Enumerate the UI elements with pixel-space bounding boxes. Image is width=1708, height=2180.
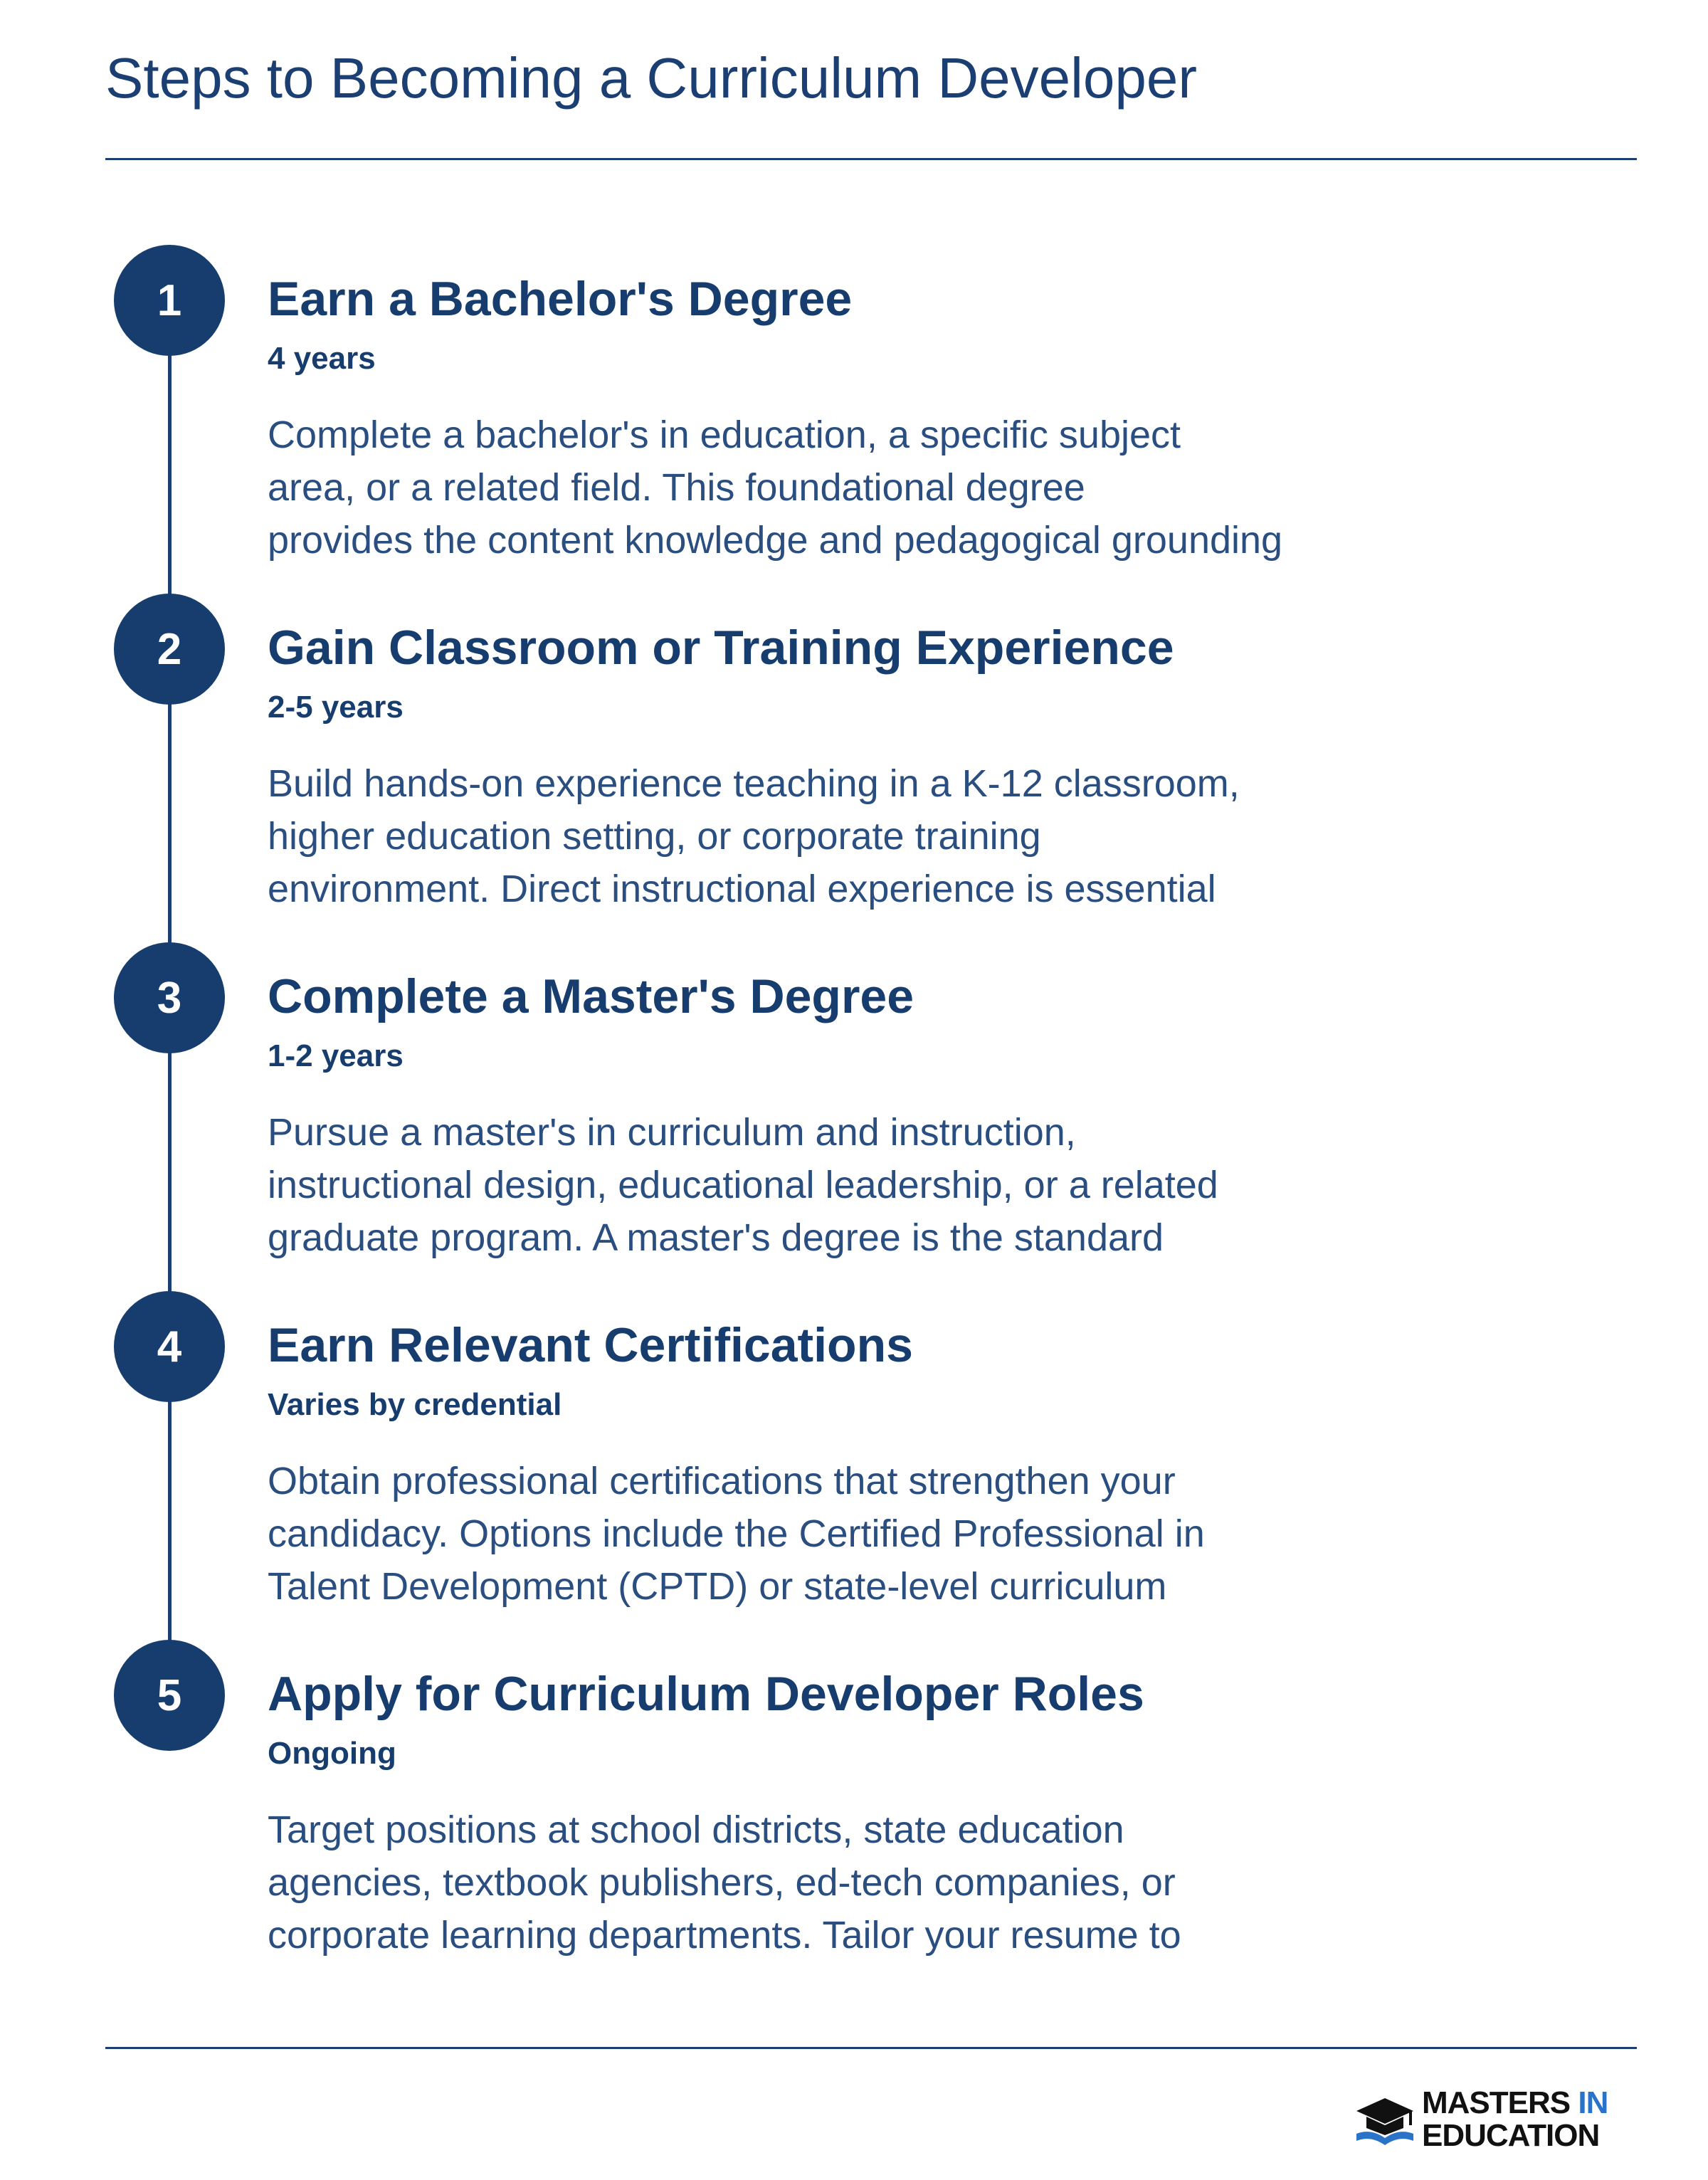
- step-description: [268, 1803, 1406, 1962]
- step-duration: 2-5 years: [268, 690, 404, 725]
- step-description-line: Build hands-on experience teaching in a K-12 classroom,: [268, 762, 1240, 805]
- step-title: Gain Classroom or Training Experience: [268, 621, 1174, 675]
- step-description: [268, 1455, 1406, 1613]
- step-duration: Varies by credential: [268, 1387, 562, 1422]
- step-duration: 4 years: [268, 341, 376, 376]
- masters-in-education-logo: [1352, 2085, 1640, 2154]
- step-description-line: Complete a bachelor's in education, a specific subject: [268, 414, 1181, 456]
- step-title: Apply for Curriculum Developer Roles: [268, 1667, 1144, 1721]
- timeline-step: [0, 1640, 1708, 1974]
- step-description-line: Pursue a master's in curriculum and instruction,: [268, 1111, 1076, 1154]
- step-duration: 1-2 years: [268, 1038, 404, 1073]
- timeline-step: [0, 1291, 1708, 1626]
- logo-word-masters: MASTERS: [1422, 2085, 1571, 2120]
- step-description-line: corporate learning departments. Tailor your resume to: [268, 1914, 1181, 1957]
- logo-word-education: EDUCATION: [1422, 2118, 1600, 2153]
- bottom-divider: [105, 2047, 1637, 2049]
- timeline-step: [0, 594, 1708, 928]
- step-number-badge: 2: [114, 594, 225, 705]
- top-divider: [105, 158, 1637, 160]
- step-description: [268, 1106, 1406, 1264]
- step-number-badge: 4: [114, 1291, 225, 1402]
- step-description: [268, 757, 1406, 915]
- logo-wordmark: [1422, 2087, 1608, 2152]
- graduation-cap-book-icon: [1352, 2088, 1418, 2154]
- step-number-badge: 3: [114, 942, 225, 1053]
- step-title: Earn a Bachelor's Degree: [268, 272, 853, 326]
- step-description: [268, 409, 1406, 567]
- step-description-line: provides the content knowledge and pedagogical grounding: [268, 519, 1283, 562]
- step-description-line: graduate program. A master's degree is the standard: [268, 1216, 1164, 1259]
- timeline-step: [0, 245, 1708, 579]
- step-description-line: environment. Direct instructional experience is essential: [268, 868, 1216, 910]
- step-description-line: agencies, textbook publishers, ed-tech companies, or: [268, 1861, 1176, 1904]
- step-description-line: Target positions at school districts, state education: [268, 1808, 1124, 1851]
- step-description-line: instructional design, educational leadership, or a related: [268, 1164, 1218, 1206]
- logo-word-in: IN: [1578, 2085, 1608, 2120]
- step-number-badge: 5: [114, 1640, 225, 1751]
- step-title: Earn Relevant Certifications: [268, 1318, 913, 1372]
- step-duration: Ongoing: [268, 1736, 396, 1771]
- step-title: Complete a Master's Degree: [268, 969, 914, 1023]
- step-description-line: Talent Development (CPTD) or state-level curriculum: [268, 1565, 1167, 1608]
- step-number-badge: 1: [114, 245, 225, 356]
- page-title: Steps to Becoming a Curriculum Developer: [105, 46, 1198, 110]
- step-description-line: higher education setting, or corporate training: [268, 815, 1041, 858]
- step-description-line: area, or a related field. This foundational degree: [268, 466, 1085, 509]
- step-description-line: candidacy. Options include the Certified Professional in: [268, 1512, 1205, 1555]
- timeline-step: [0, 942, 1708, 1277]
- step-description-line: Obtain professional certifications that strengthen your: [268, 1460, 1176, 1502]
